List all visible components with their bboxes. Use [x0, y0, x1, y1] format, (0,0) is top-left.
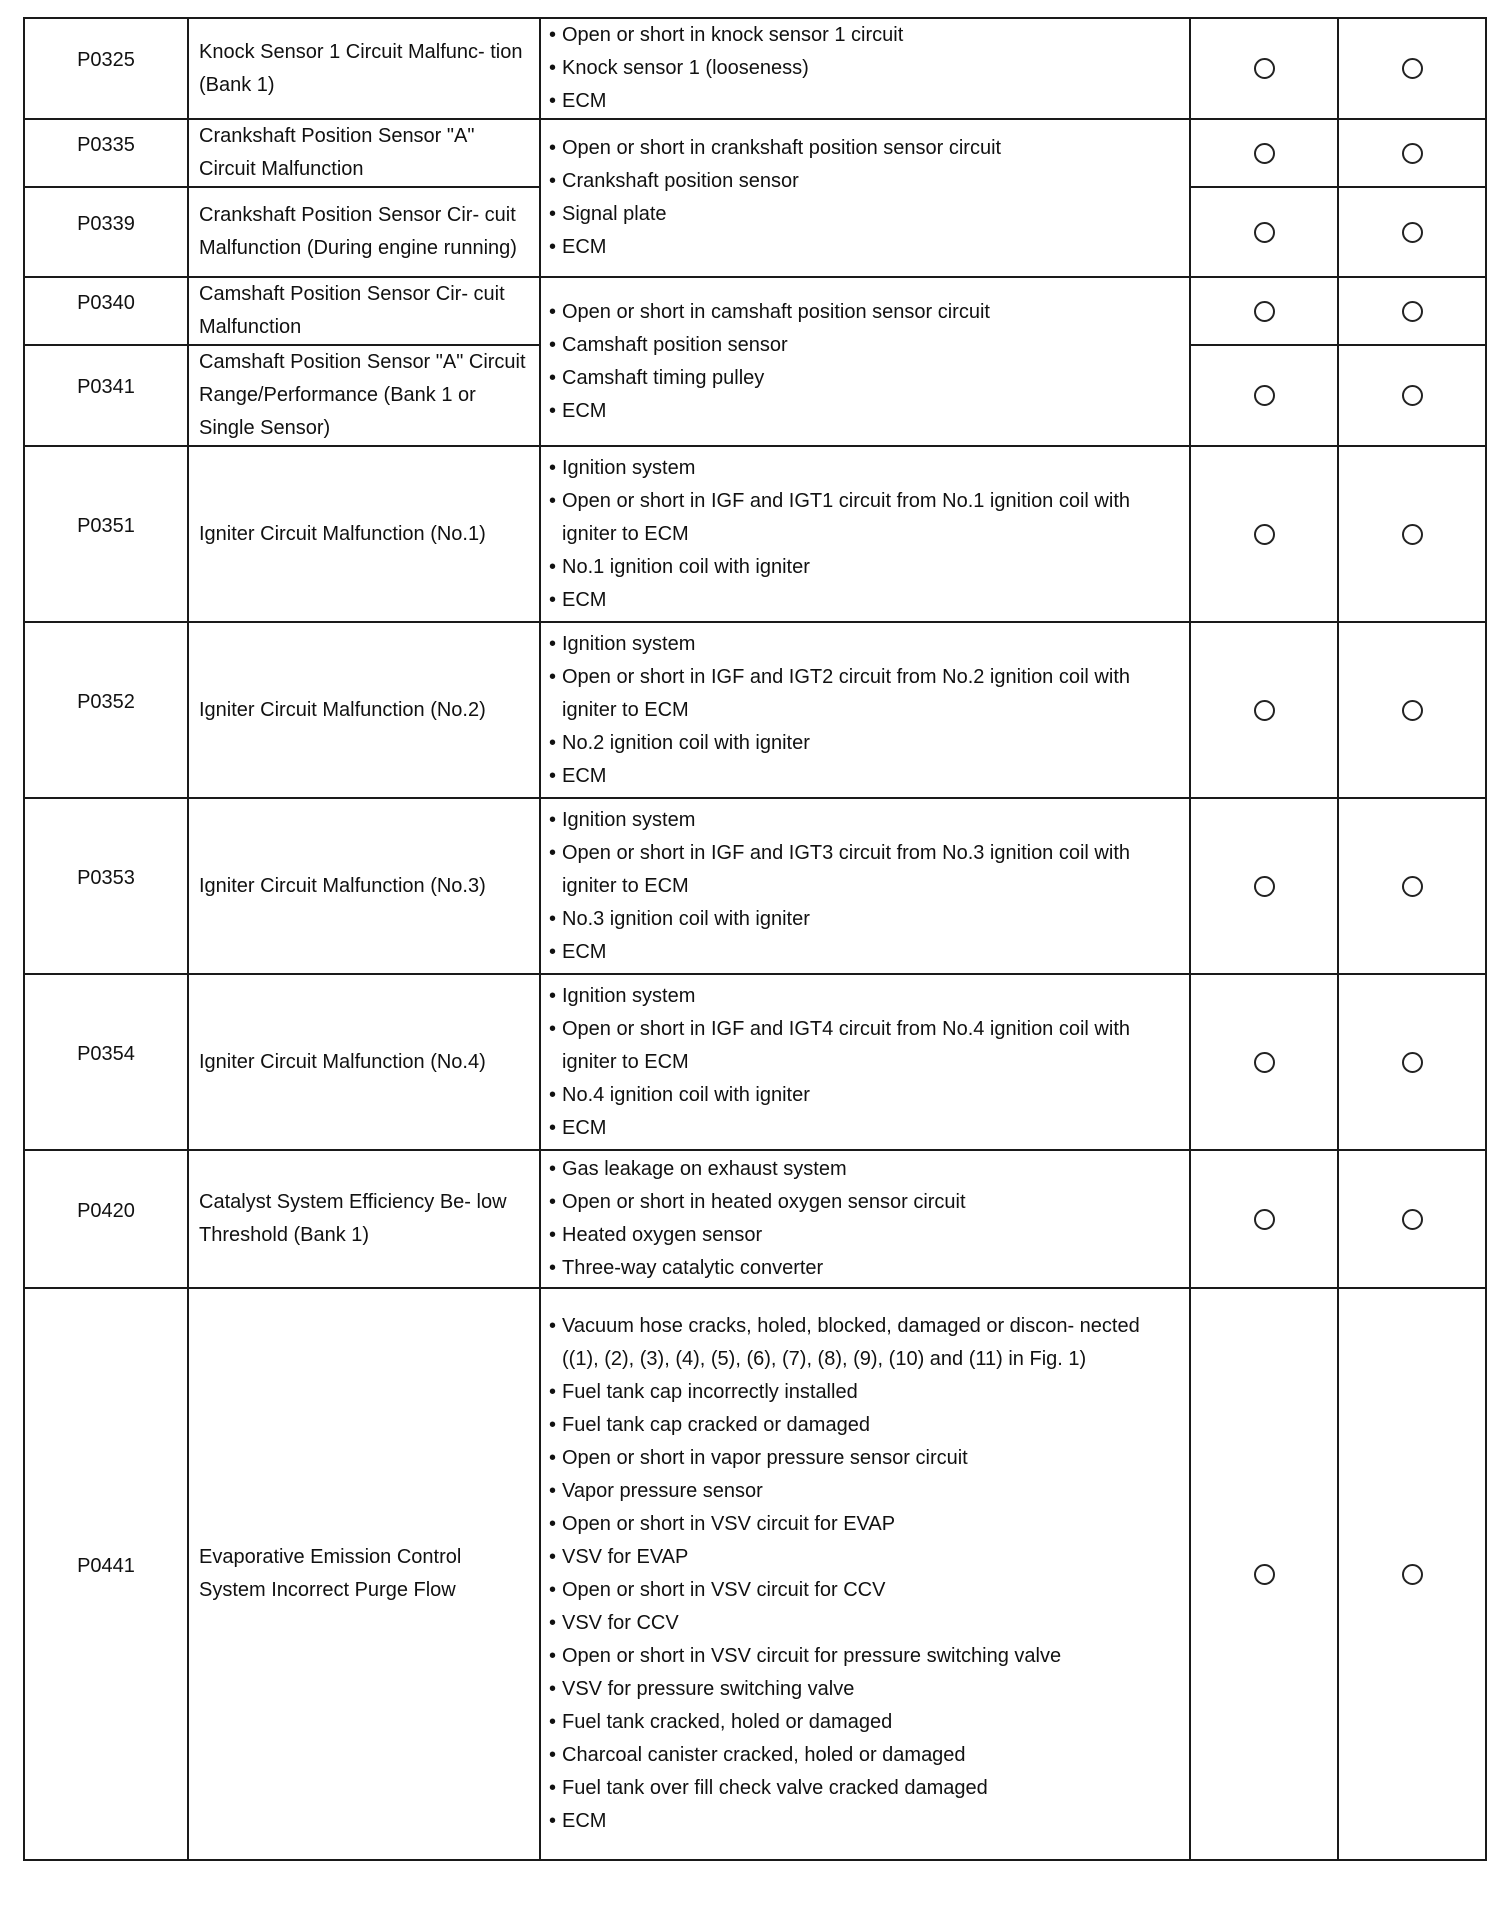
cause-item: • Camshaft timing pulley: [549, 362, 1181, 395]
cause-item: • Ignition system: [549, 804, 1181, 837]
check-mark: [1338, 277, 1486, 345]
trouble-area: [540, 1288, 1190, 1860]
circle-icon: [1402, 222, 1423, 243]
cause-item: • Open or short in vapor pressure sensor circuit: [549, 1442, 1181, 1475]
detection-item: Camshaft Position Sensor Cir- cuit Malfunction: [188, 277, 540, 345]
check-mark: [1190, 446, 1338, 622]
cause-item: • Open or short in heated oxygen sensor circuit: [549, 1186, 1181, 1219]
cause-item: • No.2 ignition coil with igniter: [549, 727, 1181, 760]
cause-item: • Fuel tank cap incorrectly installed: [549, 1376, 1181, 1409]
trouble-area: [540, 1150, 1190, 1288]
check-mark: [1338, 622, 1486, 798]
cause-item: • No.3 ignition coil with igniter: [549, 903, 1181, 936]
check-mark: [1190, 18, 1338, 119]
cause-list: [549, 296, 1181, 428]
cause-list: [549, 1310, 1181, 1838]
cause-item: • Open or short in IGF and IGT1 circuit from No.1 ignition coil with igniter to ECM: [549, 485, 1181, 551]
table-row: [24, 18, 1486, 119]
cause-item: • Vacuum hose cracks, holed, blocked, damaged or discon- nected ((1), (2), (3), (4), (5), (6), (7), (8), (9), (10) and (11) in Fig. 1): [549, 1310, 1181, 1376]
cause-item: • Open or short in VSV circuit for EVAP: [549, 1508, 1181, 1541]
table-row: [24, 1288, 1486, 1860]
check-mark: [1190, 1288, 1338, 1860]
circle-icon: [1402, 385, 1423, 406]
cause-item: • Open or short in crankshaft position sensor circuit: [549, 132, 1181, 165]
circle-icon: [1402, 1052, 1423, 1073]
dtc-code: P0340: [24, 277, 188, 345]
cause-item: • Charcoal canister cracked, holed or damaged: [549, 1739, 1181, 1772]
check-mark: [1190, 187, 1338, 277]
cause-item: • Open or short in IGF and IGT4 circuit from No.4 ignition coil with igniter to ECM: [549, 1013, 1181, 1079]
cause-item: • Fuel tank cracked, holed or damaged: [549, 1706, 1181, 1739]
dtc-code: P0325: [24, 18, 188, 119]
table-row: [24, 974, 1486, 1150]
trouble-area: [540, 974, 1190, 1150]
detection-item: Igniter Circuit Malfunction (No.4): [188, 974, 540, 1150]
cause-item: • Open or short in IGF and IGT2 circuit from No.2 ignition coil with igniter to ECM: [549, 661, 1181, 727]
cause-item: • VSV for EVAP: [549, 1541, 1181, 1574]
cause-list: [549, 132, 1181, 264]
circle-icon: [1254, 385, 1275, 406]
detection-item: Camshaft Position Sensor "A" Circuit Range/Performance (Bank 1 or Single Sensor): [188, 345, 540, 446]
check-mark: [1338, 187, 1486, 277]
table-row: [24, 277, 1486, 345]
check-mark: [1190, 1150, 1338, 1288]
check-mark: [1190, 974, 1338, 1150]
cause-item: • Open or short in camshaft position sensor circuit: [549, 296, 1181, 329]
cause-list: [549, 628, 1181, 793]
circle-icon: [1254, 876, 1275, 897]
cause-item: • Gas leakage on exhaust system: [549, 1153, 1181, 1186]
cause-item: • ECM: [549, 936, 1181, 969]
circle-icon: [1402, 143, 1423, 164]
circle-icon: [1254, 700, 1275, 721]
check-mark: [1338, 345, 1486, 446]
cause-item: • ECM: [549, 395, 1181, 428]
table-row: [24, 798, 1486, 974]
circle-icon: [1254, 58, 1275, 79]
circle-icon: [1254, 1564, 1275, 1585]
cause-list: [549, 804, 1181, 969]
dtc-code: P0441: [24, 1288, 188, 1860]
trouble-area: [540, 446, 1190, 622]
cause-list: [549, 1153, 1181, 1285]
table-row: [24, 446, 1486, 622]
cause-item: • Signal plate: [549, 198, 1181, 231]
circle-icon: [1402, 58, 1423, 79]
cause-list: [549, 19, 1181, 118]
check-mark: [1338, 798, 1486, 974]
detection-item: Igniter Circuit Malfunction (No.2): [188, 622, 540, 798]
cause-item: • Ignition system: [549, 980, 1181, 1013]
detection-item: Crankshaft Position Sensor Cir- cuit Malfunction (During engine running): [188, 187, 540, 277]
cause-item: • Ignition system: [549, 628, 1181, 661]
detection-item: Igniter Circuit Malfunction (No.3): [188, 798, 540, 974]
cause-item: • Open or short in IGF and IGT3 circuit from No.3 ignition coil with igniter to ECM: [549, 837, 1181, 903]
circle-icon: [1254, 143, 1275, 164]
check-mark: [1190, 345, 1338, 446]
cause-item: • Knock sensor 1 (looseness): [549, 52, 1181, 85]
trouble-area: [540, 119, 1190, 277]
check-mark: [1338, 1150, 1486, 1288]
table-row: [24, 622, 1486, 798]
circle-icon: [1402, 1564, 1423, 1585]
dtc-code: P0341: [24, 345, 188, 446]
trouble-area: [540, 18, 1190, 119]
dtc-code: P0339: [24, 187, 188, 277]
cause-item: • No.4 ignition coil with igniter: [549, 1079, 1181, 1112]
cause-item: • Crankshaft position sensor: [549, 165, 1181, 198]
cause-item: • Camshaft position sensor: [549, 329, 1181, 362]
table-row: [24, 119, 1486, 187]
check-mark: [1190, 277, 1338, 345]
cause-item: • ECM: [549, 760, 1181, 793]
detection-item: Crankshaft Position Sensor "A" Circuit Malfunction: [188, 119, 540, 187]
dtc-code: P0335: [24, 119, 188, 187]
cause-item: • No.1 ignition coil with igniter: [549, 551, 1181, 584]
circle-icon: [1254, 1209, 1275, 1230]
cause-item: • Open or short in VSV circuit for pressure switching valve: [549, 1640, 1181, 1673]
table-row: [24, 1150, 1486, 1288]
cause-item: • ECM: [549, 584, 1181, 617]
cause-item: • Fuel tank cap cracked or damaged: [549, 1409, 1181, 1442]
trouble-area: [540, 277, 1190, 446]
circle-icon: [1254, 222, 1275, 243]
detection-item: Knock Sensor 1 Circuit Malfunc- tion (Bank 1): [188, 18, 540, 119]
dtc-code: P0353: [24, 798, 188, 974]
circle-icon: [1402, 301, 1423, 322]
check-mark: [1190, 622, 1338, 798]
cause-item: • Vapor pressure sensor: [549, 1475, 1181, 1508]
check-mark: [1338, 974, 1486, 1150]
cause-list: [549, 980, 1181, 1145]
cause-item: • Open or short in knock sensor 1 circuit: [549, 19, 1181, 52]
check-mark: [1338, 18, 1486, 119]
circle-icon: [1402, 524, 1423, 545]
cause-item: • Fuel tank over fill check valve cracked damaged: [549, 1772, 1181, 1805]
dtc-code: P0351: [24, 446, 188, 622]
dtc-code: P0420: [24, 1150, 188, 1288]
cause-item: • ECM: [549, 85, 1181, 118]
cause-item: • VSV for CCV: [549, 1607, 1181, 1640]
dtc-code: P0352: [24, 622, 188, 798]
check-mark: [1190, 798, 1338, 974]
circle-icon: [1402, 1209, 1423, 1230]
cause-item: • Ignition system: [549, 452, 1181, 485]
circle-icon: [1254, 524, 1275, 545]
circle-icon: [1254, 1052, 1275, 1073]
detection-item: Evaporative Emission Control System Incorrect Purge Flow: [188, 1288, 540, 1860]
cause-item: • Open or short in VSV circuit for CCV: [549, 1574, 1181, 1607]
check-mark: [1338, 446, 1486, 622]
cause-item: • ECM: [549, 1805, 1181, 1838]
cause-item: • Three-way catalytic converter: [549, 1252, 1181, 1285]
dtc-code: P0354: [24, 974, 188, 1150]
circle-icon: [1402, 876, 1423, 897]
circle-icon: [1254, 301, 1275, 322]
cause-item: • ECM: [549, 1112, 1181, 1145]
check-mark: [1338, 119, 1486, 187]
detection-item: Igniter Circuit Malfunction (No.1): [188, 446, 540, 622]
trouble-area: [540, 622, 1190, 798]
cause-item: • Heated oxygen sensor: [549, 1219, 1181, 1252]
circle-icon: [1402, 700, 1423, 721]
check-mark: [1338, 1288, 1486, 1860]
detection-item: Catalyst System Efficiency Be- low Threshold (Bank 1): [188, 1150, 540, 1288]
dtc-table: [23, 17, 1487, 1861]
cause-item: • ECM: [549, 231, 1181, 264]
cause-item: • VSV for pressure switching valve: [549, 1673, 1181, 1706]
check-mark: [1190, 119, 1338, 187]
cause-list: [549, 452, 1181, 617]
trouble-area: [540, 798, 1190, 974]
